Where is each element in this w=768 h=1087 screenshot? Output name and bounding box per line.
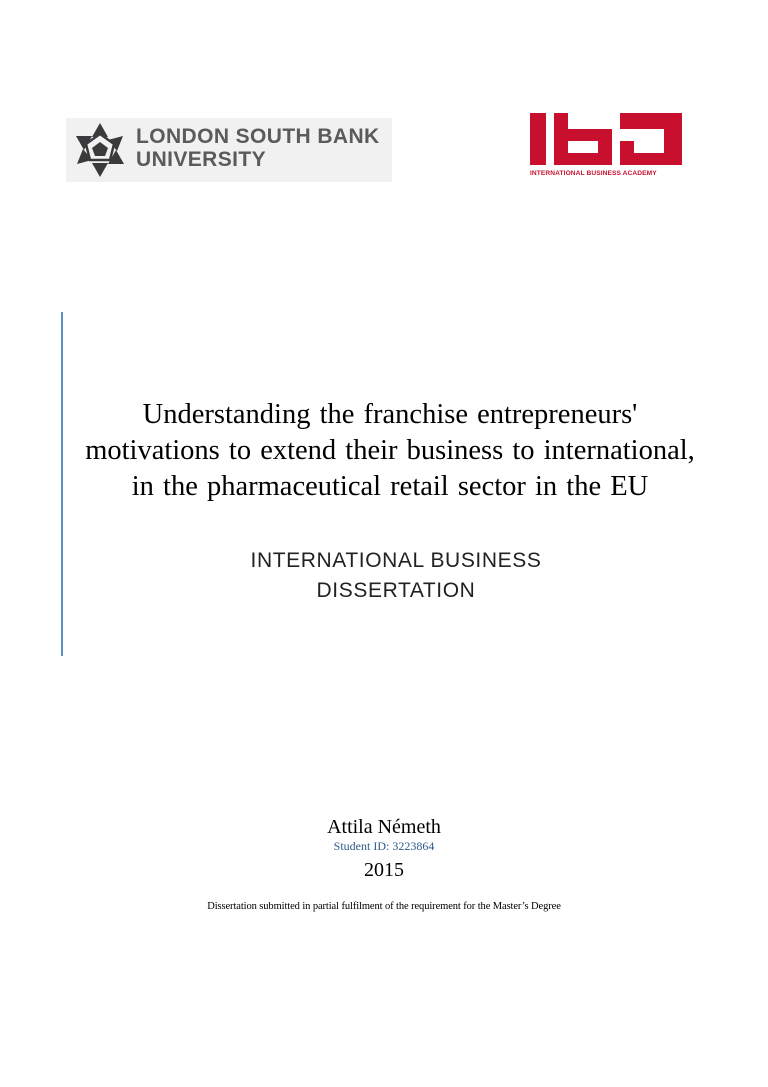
lsbu-wordmark — [136, 125, 380, 171]
author-name: Attila Németh — [327, 816, 441, 838]
subtitle-line-2: DISSERTATION — [316, 579, 476, 602]
submission-note: Dissertation submitted in partial fulfilment of the requirement for the Master’s Degree — [207, 901, 561, 912]
title-line-3: in the pharmaceutical retail sector in the EU — [131, 471, 649, 502]
title-line-2: motivations to extend their business to international, — [85, 435, 695, 466]
subtitle-line-1: INTERNATIONAL BUSINESS — [250, 549, 542, 572]
dissertation-title — [60, 397, 720, 505]
title-line-1: Understanding the franchise entrepreneurs' — [142, 399, 638, 430]
lsbu-logo — [66, 118, 392, 182]
student-id: Student ID: 3223864 — [333, 839, 435, 853]
iba-mark-icon — [528, 111, 684, 167]
iba-caption: INTERNATIONAL BUSINESS ACADEMY — [530, 170, 657, 177]
iba-logo — [528, 111, 684, 183]
lsbu-name-line1: LONDON SOUTH BANK — [136, 125, 380, 148]
submission-year: 2015 — [364, 859, 404, 881]
lsbu-name-line2: UNIVERSITY — [136, 148, 267, 171]
lsbu-emblem-icon — [70, 120, 130, 180]
dissertation-subtitle — [90, 546, 702, 606]
